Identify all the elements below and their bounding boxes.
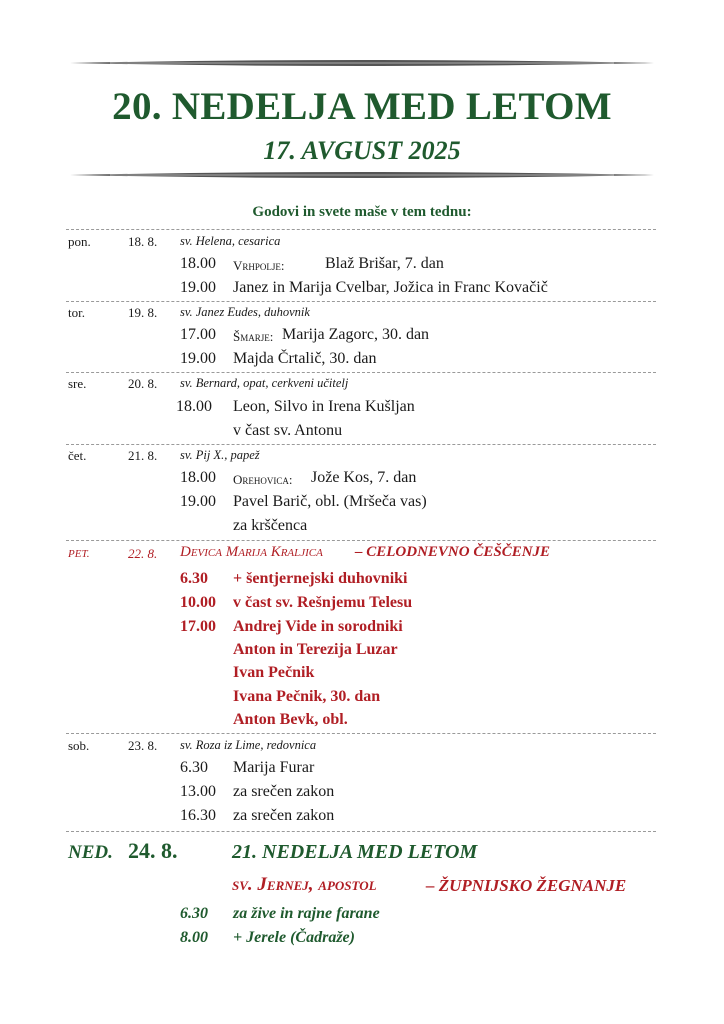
day-date: 18. 8. bbox=[128, 234, 158, 249]
feast-name: sv. Jernej, apostol bbox=[232, 874, 377, 895]
mass-place: Vrhpolje: bbox=[233, 258, 285, 273]
day-label: NED. bbox=[68, 842, 113, 863]
day-label: PET. bbox=[68, 548, 90, 560]
feast-note: – ŽUPNIJSKO ŽEGNANJE bbox=[426, 876, 627, 895]
mass-intention: za žive in rajne farane bbox=[233, 905, 380, 922]
mass-intention: + šentjernejski duhovniki bbox=[233, 570, 408, 587]
mass-intention: za krščenca bbox=[233, 517, 308, 534]
mass-intention: Anton Bevk, obl. bbox=[233, 711, 348, 728]
separator bbox=[66, 444, 656, 445]
mass-time: 8.00 bbox=[180, 929, 208, 946]
bottom-ornamental-rule bbox=[70, 170, 654, 180]
mass-intention: Pavel Barič, obl. (Mršeča vas) bbox=[233, 493, 427, 510]
schedule-subtitle: Godovi in svete maše v tem tednu: bbox=[252, 204, 472, 220]
mass-time: 18.00 bbox=[180, 469, 216, 486]
day-label: čet. bbox=[68, 448, 87, 463]
saint-name: sv. Janez Eudes, duhovnik bbox=[180, 305, 310, 319]
mass-intention: Leon, Silvo in Irena Kušljan bbox=[233, 398, 415, 415]
saint-name: sv. Roza iz Lime, redovnica bbox=[180, 738, 317, 752]
mass-time: 19.00 bbox=[180, 493, 216, 510]
mass-intention: Marija Furar bbox=[233, 759, 315, 776]
separator bbox=[66, 372, 656, 373]
mass-intention: Andrej Vide in sorodniki bbox=[233, 618, 403, 635]
day-date: 19. 8. bbox=[128, 305, 158, 320]
mass-time: 16.30 bbox=[180, 807, 216, 824]
mass-intention: Ivan Pečnik bbox=[233, 664, 315, 681]
mass-time: 6.30 bbox=[180, 759, 208, 776]
feast-note: – CELODNEVNO ČEŠČENJE bbox=[355, 544, 551, 560]
mass-intention: Blaž Brišar, 7. dan bbox=[325, 255, 444, 272]
mass-intention: v čast sv. Antonu bbox=[233, 422, 343, 439]
mass-time: 10.00 bbox=[180, 594, 216, 611]
mass-intention: Janez in Marija Cvelbar, Jožica in Franc Kovačič bbox=[233, 279, 548, 296]
mass-intention: Ivana Pečnik, 30. dan bbox=[233, 688, 381, 705]
mass-intention: + Jerele (Čadraže) bbox=[233, 929, 355, 946]
day-date: 24. 8. bbox=[128, 838, 178, 863]
separator bbox=[66, 831, 656, 832]
day-label: sre. bbox=[68, 376, 87, 391]
mass-time: 18.00 bbox=[176, 398, 212, 415]
day-date: 21. 8. bbox=[128, 448, 158, 463]
day-date: 23. 8. bbox=[128, 738, 158, 753]
day-label: pon. bbox=[68, 234, 91, 249]
saint-name: sv. Bernard, opat, cerkveni učitelj bbox=[180, 376, 349, 390]
saint-name: sv. Pij X., papež bbox=[180, 448, 260, 462]
mass-intention: za srečen zakon bbox=[233, 807, 335, 824]
mass-time: 19.00 bbox=[180, 350, 216, 367]
page-title: 20. NEDELJA MED LETOM bbox=[112, 85, 612, 128]
day-label: sob. bbox=[68, 738, 90, 753]
mass-time: 13.00 bbox=[180, 783, 216, 800]
separator bbox=[66, 540, 656, 541]
mass-time: 6.30 bbox=[180, 905, 208, 922]
mass-intention: Anton in Terezija Luzar bbox=[233, 641, 398, 658]
sunday-title: 21. NEDELJA MED LETOM bbox=[232, 841, 478, 863]
mass-intention: Marija Zagorc, 30. dan bbox=[282, 326, 430, 343]
page-date: 17. AVGUST 2025 bbox=[263, 136, 461, 165]
mass-intention: za srečen zakon bbox=[233, 783, 335, 800]
saint-name: sv. Helena, cesarica bbox=[180, 234, 281, 248]
separator bbox=[66, 229, 656, 230]
day-date: 22. 8. bbox=[128, 546, 158, 561]
mass-time: 18.00 bbox=[180, 255, 216, 272]
mass-time: 17.00 bbox=[180, 326, 216, 343]
day-date: 20. 8. bbox=[128, 376, 158, 391]
separator bbox=[66, 301, 656, 302]
day-label: tor. bbox=[68, 305, 85, 320]
mass-place: Orehovica: bbox=[233, 472, 293, 487]
separator bbox=[66, 733, 656, 734]
mass-time: 19.00 bbox=[180, 279, 216, 296]
mass-intention: Majda Črtalič, 30. dan bbox=[233, 350, 377, 367]
top-ornamental-rule bbox=[70, 58, 654, 68]
mass-intention: v čast sv. Rešnjemu Telesu bbox=[233, 594, 413, 611]
feast-name: Devica Marija Kraljica bbox=[180, 544, 323, 560]
mass-place: Šmarje: bbox=[233, 329, 274, 344]
mass-intention: Jože Kos, 7. dan bbox=[311, 469, 417, 486]
mass-time: 6.30 bbox=[180, 570, 208, 587]
mass-time: 17.00 bbox=[180, 618, 216, 635]
